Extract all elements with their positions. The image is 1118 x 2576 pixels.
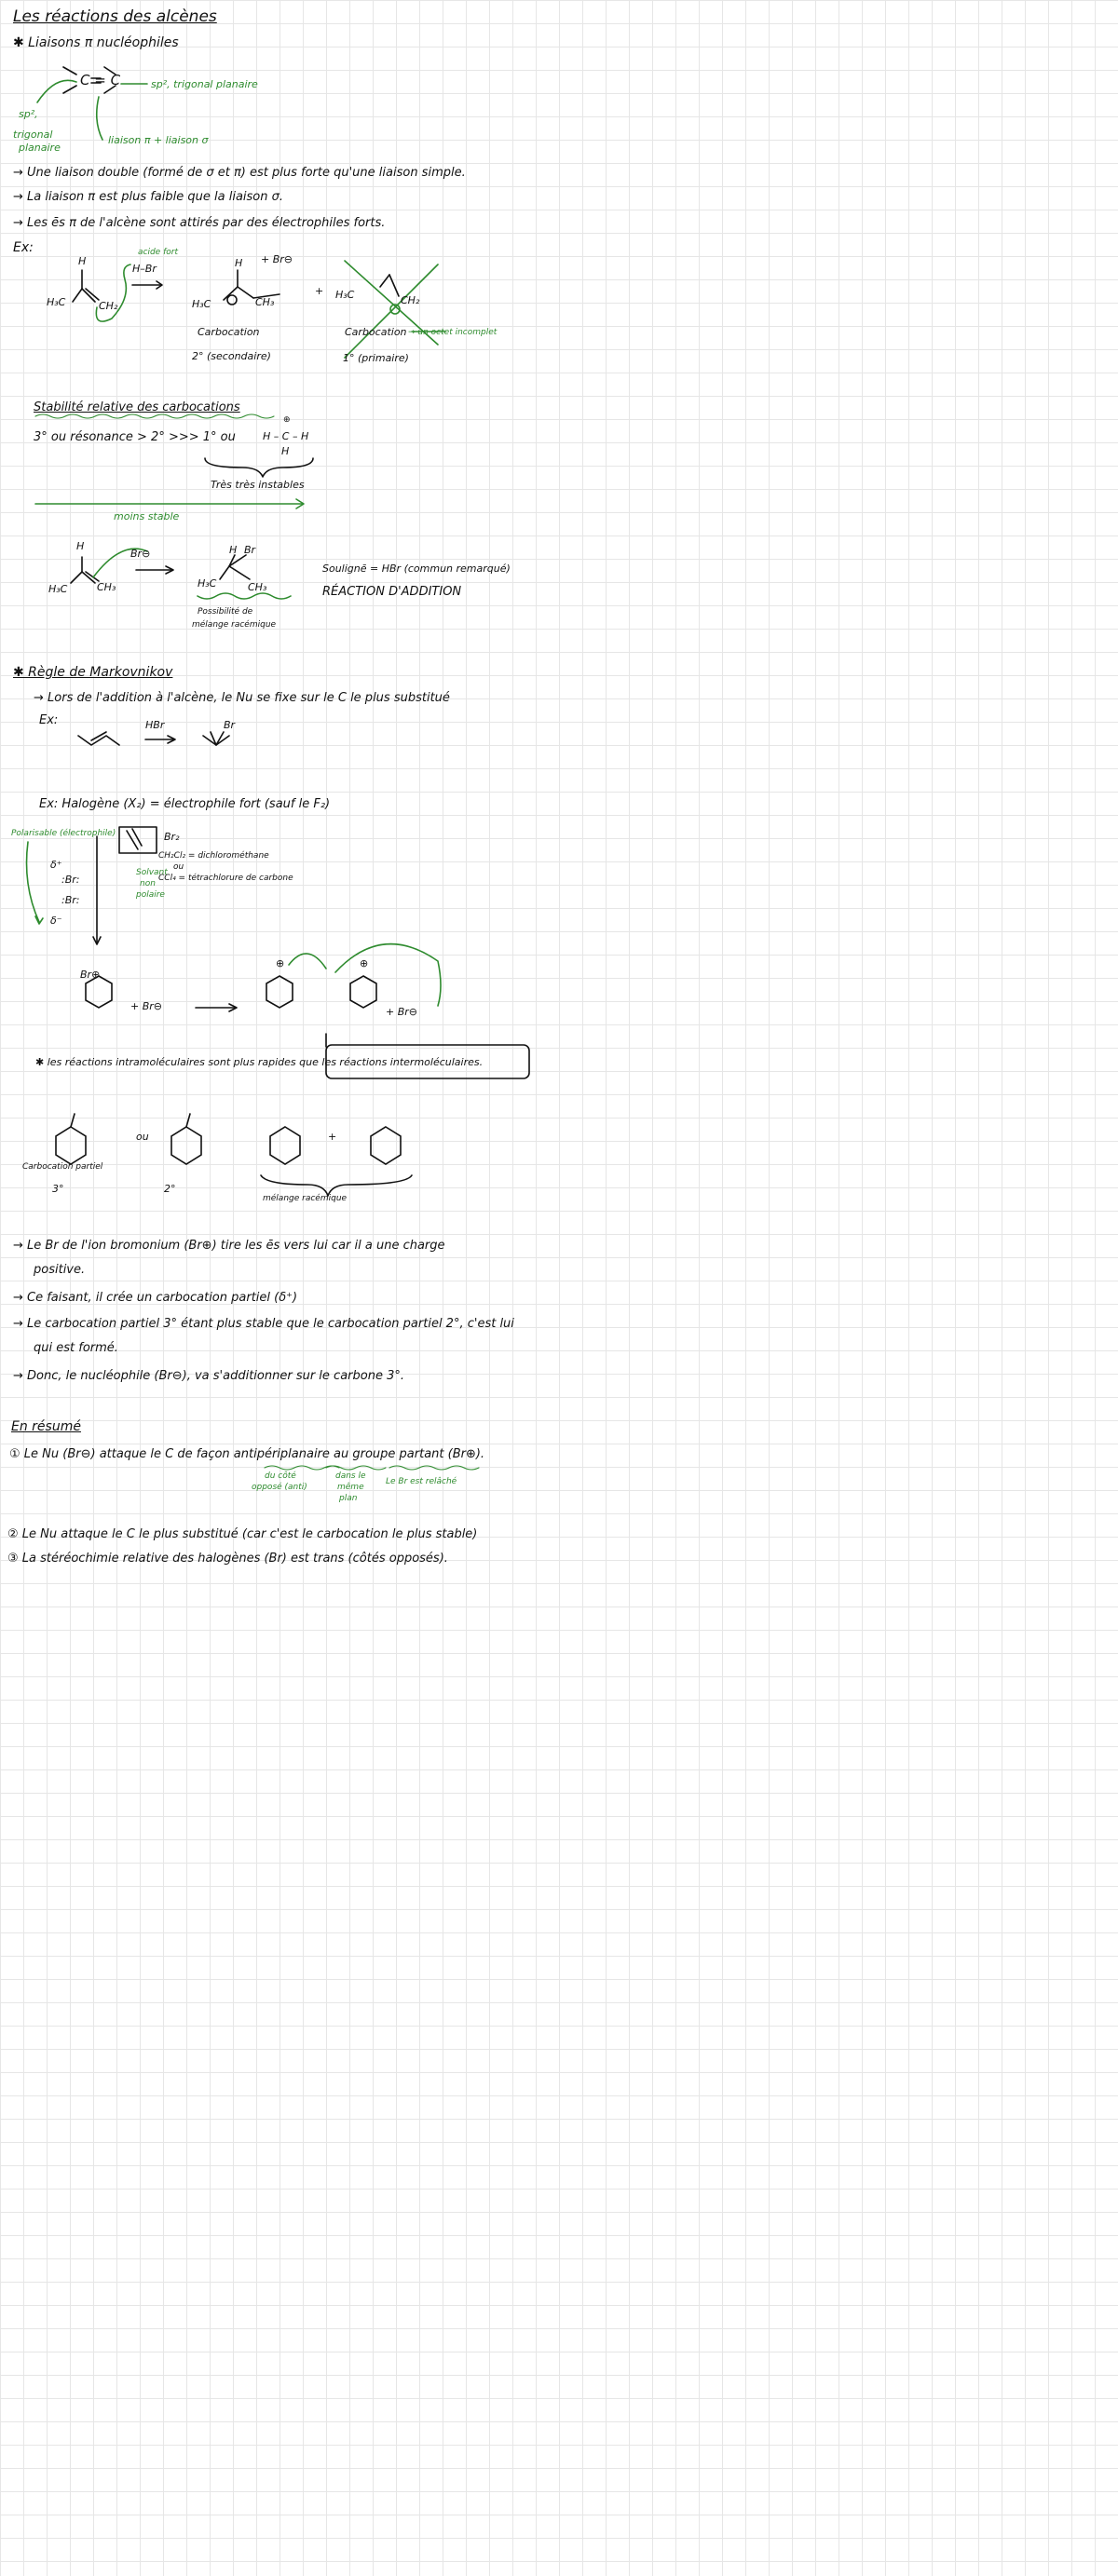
ex1-ch2-3: CH₂	[401, 294, 420, 306]
ion-plus-1: ⊕	[276, 957, 285, 969]
deg2-label: 2°	[164, 1183, 176, 1195]
explain-4: → Donc, le nucléophile (Br⊖), va s'additionner sur le carbone 3°.	[13, 1369, 404, 1383]
planaire-left-label: planaire	[19, 142, 61, 154]
explain-2: → Ce faisant, il crée un carbocation partiel (δ⁺)	[13, 1291, 298, 1305]
summary-item-1: ① Le Nu (Br⊖) attaque le C de façon antipériplanaire au groupe partant (Br⊕).	[9, 1447, 485, 1461]
s2-possib2: mélange racémique	[192, 620, 277, 630]
s1-point2: → La liaison π est plus faible que la liaison σ.	[13, 190, 283, 204]
markovnikov-ex: Ex:	[39, 713, 59, 727]
s2-possib1: Possibilité de	[198, 607, 253, 617]
ex1-deg1: 2° (secondaire)	[192, 350, 271, 362]
s2-ch3: CH₃	[97, 581, 116, 593]
explain-1: → Le Br de l'ion bromonium (Br⊕) tire les ēs vers lui car il a une charge	[13, 1239, 445, 1253]
explain-3: → Le carbocation partiel 3° étant plus stable que le carbocation partiel 2°, c'est lui	[13, 1317, 514, 1331]
carbo-partiel-label: Carbocation partiel	[22, 1162, 103, 1172]
s2-h-prod: H	[229, 544, 238, 556]
melange-label: mélange racémique	[263, 1194, 348, 1203]
ex1-h3c-3: H₃C	[335, 289, 355, 301]
alkene-c-label: C = C	[80, 72, 121, 88]
summary-heading: En résumé	[11, 1419, 81, 1434]
sp2-left-label: sp²,	[19, 108, 38, 120]
trigonal-left-label: trigonal	[13, 129, 53, 141]
summary-g2b: même	[337, 1483, 364, 1492]
plus-br-minus: + Br⊖	[130, 1000, 162, 1012]
summary-underlines	[265, 1466, 479, 1470]
markovnikov-br: Br	[224, 719, 236, 731]
methyl-center: H – C – H	[263, 430, 309, 442]
example1-structures	[73, 261, 445, 358]
s2-ch3-prod: CH₃	[248, 581, 267, 593]
ex1-deg2: 1° (primaire)	[343, 352, 409, 364]
summary-item-2: ② Le Nu attaque le C le plus substitué (car c'est le carbocation le plus stable)	[7, 1527, 478, 1541]
br-top: :Br:	[61, 874, 80, 886]
s2-soluble: Soulignē = HBr (commun remarqué)	[322, 563, 511, 575]
markovnikov-heading: ✱ Règle de Markovnikov	[13, 665, 173, 680]
delta-minus: δ⁻	[50, 915, 62, 927]
ex1-h3c-2: H₃C	[192, 298, 211, 310]
stability-moins: moins stable	[114, 510, 180, 522]
ex1-ch2-1: CH₂	[99, 300, 118, 312]
aprotic3: polaire	[136, 890, 165, 900]
plus-label: +	[328, 1131, 337, 1143]
s1-point1: → Une liaison double (formé de σ et π) est plus forte qu'une liaison simple.	[13, 166, 466, 180]
markovnikov-drawings	[78, 732, 229, 745]
s2-brm: Br⊖	[130, 548, 151, 560]
summary-g1b: opposé (anti)	[252, 1483, 307, 1492]
ex1-hbr: H–Br	[132, 263, 157, 275]
methyl-plus: ⊕	[283, 415, 291, 425]
ex1-acide: acide fort	[138, 248, 178, 257]
solvent2: CCl₄ = tétrachlorure de carbone	[158, 874, 293, 883]
ex1-ch3-2: CH₃	[255, 296, 275, 308]
br2-label: Br₂	[164, 831, 180, 843]
explain-3b: qui est formé.	[34, 1341, 118, 1355]
s1-point3: → Les ēs π de l'alcène sont attirés par des électrophiles forts.	[13, 216, 386, 230]
ex1-note2: → un octet incomplet	[408, 328, 498, 337]
solvent-ou: ou	[173, 862, 184, 872]
stability-order: 3° ou résonance > 2° >>> 1° ou	[34, 430, 236, 444]
ou-label: ou	[136, 1131, 149, 1143]
ex1-h-2: H	[235, 257, 243, 269]
page-title: Les réactions des alcènes	[13, 7, 217, 26]
stability-heading: Stabilité relative des carbocations	[34, 400, 240, 414]
intramolecular-note: ✱ les réactions intramoléculaires sont plus rapides que les réactions intermoléculaires.	[35, 1056, 484, 1068]
delta-plus: δ⁺	[50, 859, 62, 871]
liaison-label: liaison π + liaison σ	[108, 134, 209, 146]
summary-item-3: ③ La stéréochimie relative des halogènes (Br) est trans (côtés opposés).	[7, 1552, 448, 1566]
racemic-drawings	[56, 1114, 412, 1196]
s2-h3c-prod: H₃C	[198, 577, 217, 590]
section1-heading: ✱ Liaisons π nucléophiles	[13, 35, 179, 50]
s2-br-prod: Br	[244, 544, 256, 556]
ex1-h3c-1: H₃C	[47, 296, 66, 308]
explain-1b: positive.	[34, 1263, 86, 1277]
br-bottom: :Br:	[61, 894, 80, 906]
halogen-drawings	[27, 827, 530, 1078]
ex1-br-minus: + Br⊖	[261, 253, 293, 265]
s2-h: H	[76, 540, 85, 552]
aprotic1: Solvant	[136, 868, 168, 877]
polarisable-label: Polarisable (électrophile)	[11, 829, 116, 838]
solvent1: CH₂Cl₂ = dichlorométhane	[158, 851, 269, 861]
summary-g3: Le Br est relâché	[386, 1477, 457, 1486]
stability-tres: Très très instables	[211, 479, 305, 491]
markovnikov-rule: → Lors de l'addition à l'alcène, le Nu se fixe sur le C le plus substitué	[34, 691, 450, 705]
markovnikov-hbr: HBr	[145, 719, 165, 731]
ex1-carbocation2: Carbocation	[345, 326, 407, 338]
plus-br-minus-2: + Br⊖	[386, 1006, 417, 1018]
summary-g2a: dans le	[335, 1471, 366, 1481]
summary-g1a: du côté	[265, 1471, 296, 1481]
aprotic2: non	[140, 879, 156, 888]
sp2-right-label: sp², trigonal planaire	[151, 78, 258, 90]
s2-h3c: H₃C	[48, 583, 68, 595]
summary-g2c: plan	[339, 1494, 358, 1503]
halogen-line: Ex: Halogène (X₂) = électrophile fort (sauf le F₂)	[39, 797, 331, 811]
methyl-bottom: H	[281, 445, 290, 457]
ex1-carbocation1: Carbocation	[198, 326, 260, 338]
ex1-plus: +	[315, 285, 324, 297]
ex1-h: H	[78, 255, 87, 267]
ion-plus-2: ⊕	[360, 957, 369, 969]
deg3-label: 3°	[52, 1183, 64, 1195]
ex1-label: Ex:	[13, 240, 34, 255]
bromonium-label: Br⊕	[80, 969, 101, 981]
s2-reaction: RÉACTION D'ADDITION	[322, 585, 462, 599]
